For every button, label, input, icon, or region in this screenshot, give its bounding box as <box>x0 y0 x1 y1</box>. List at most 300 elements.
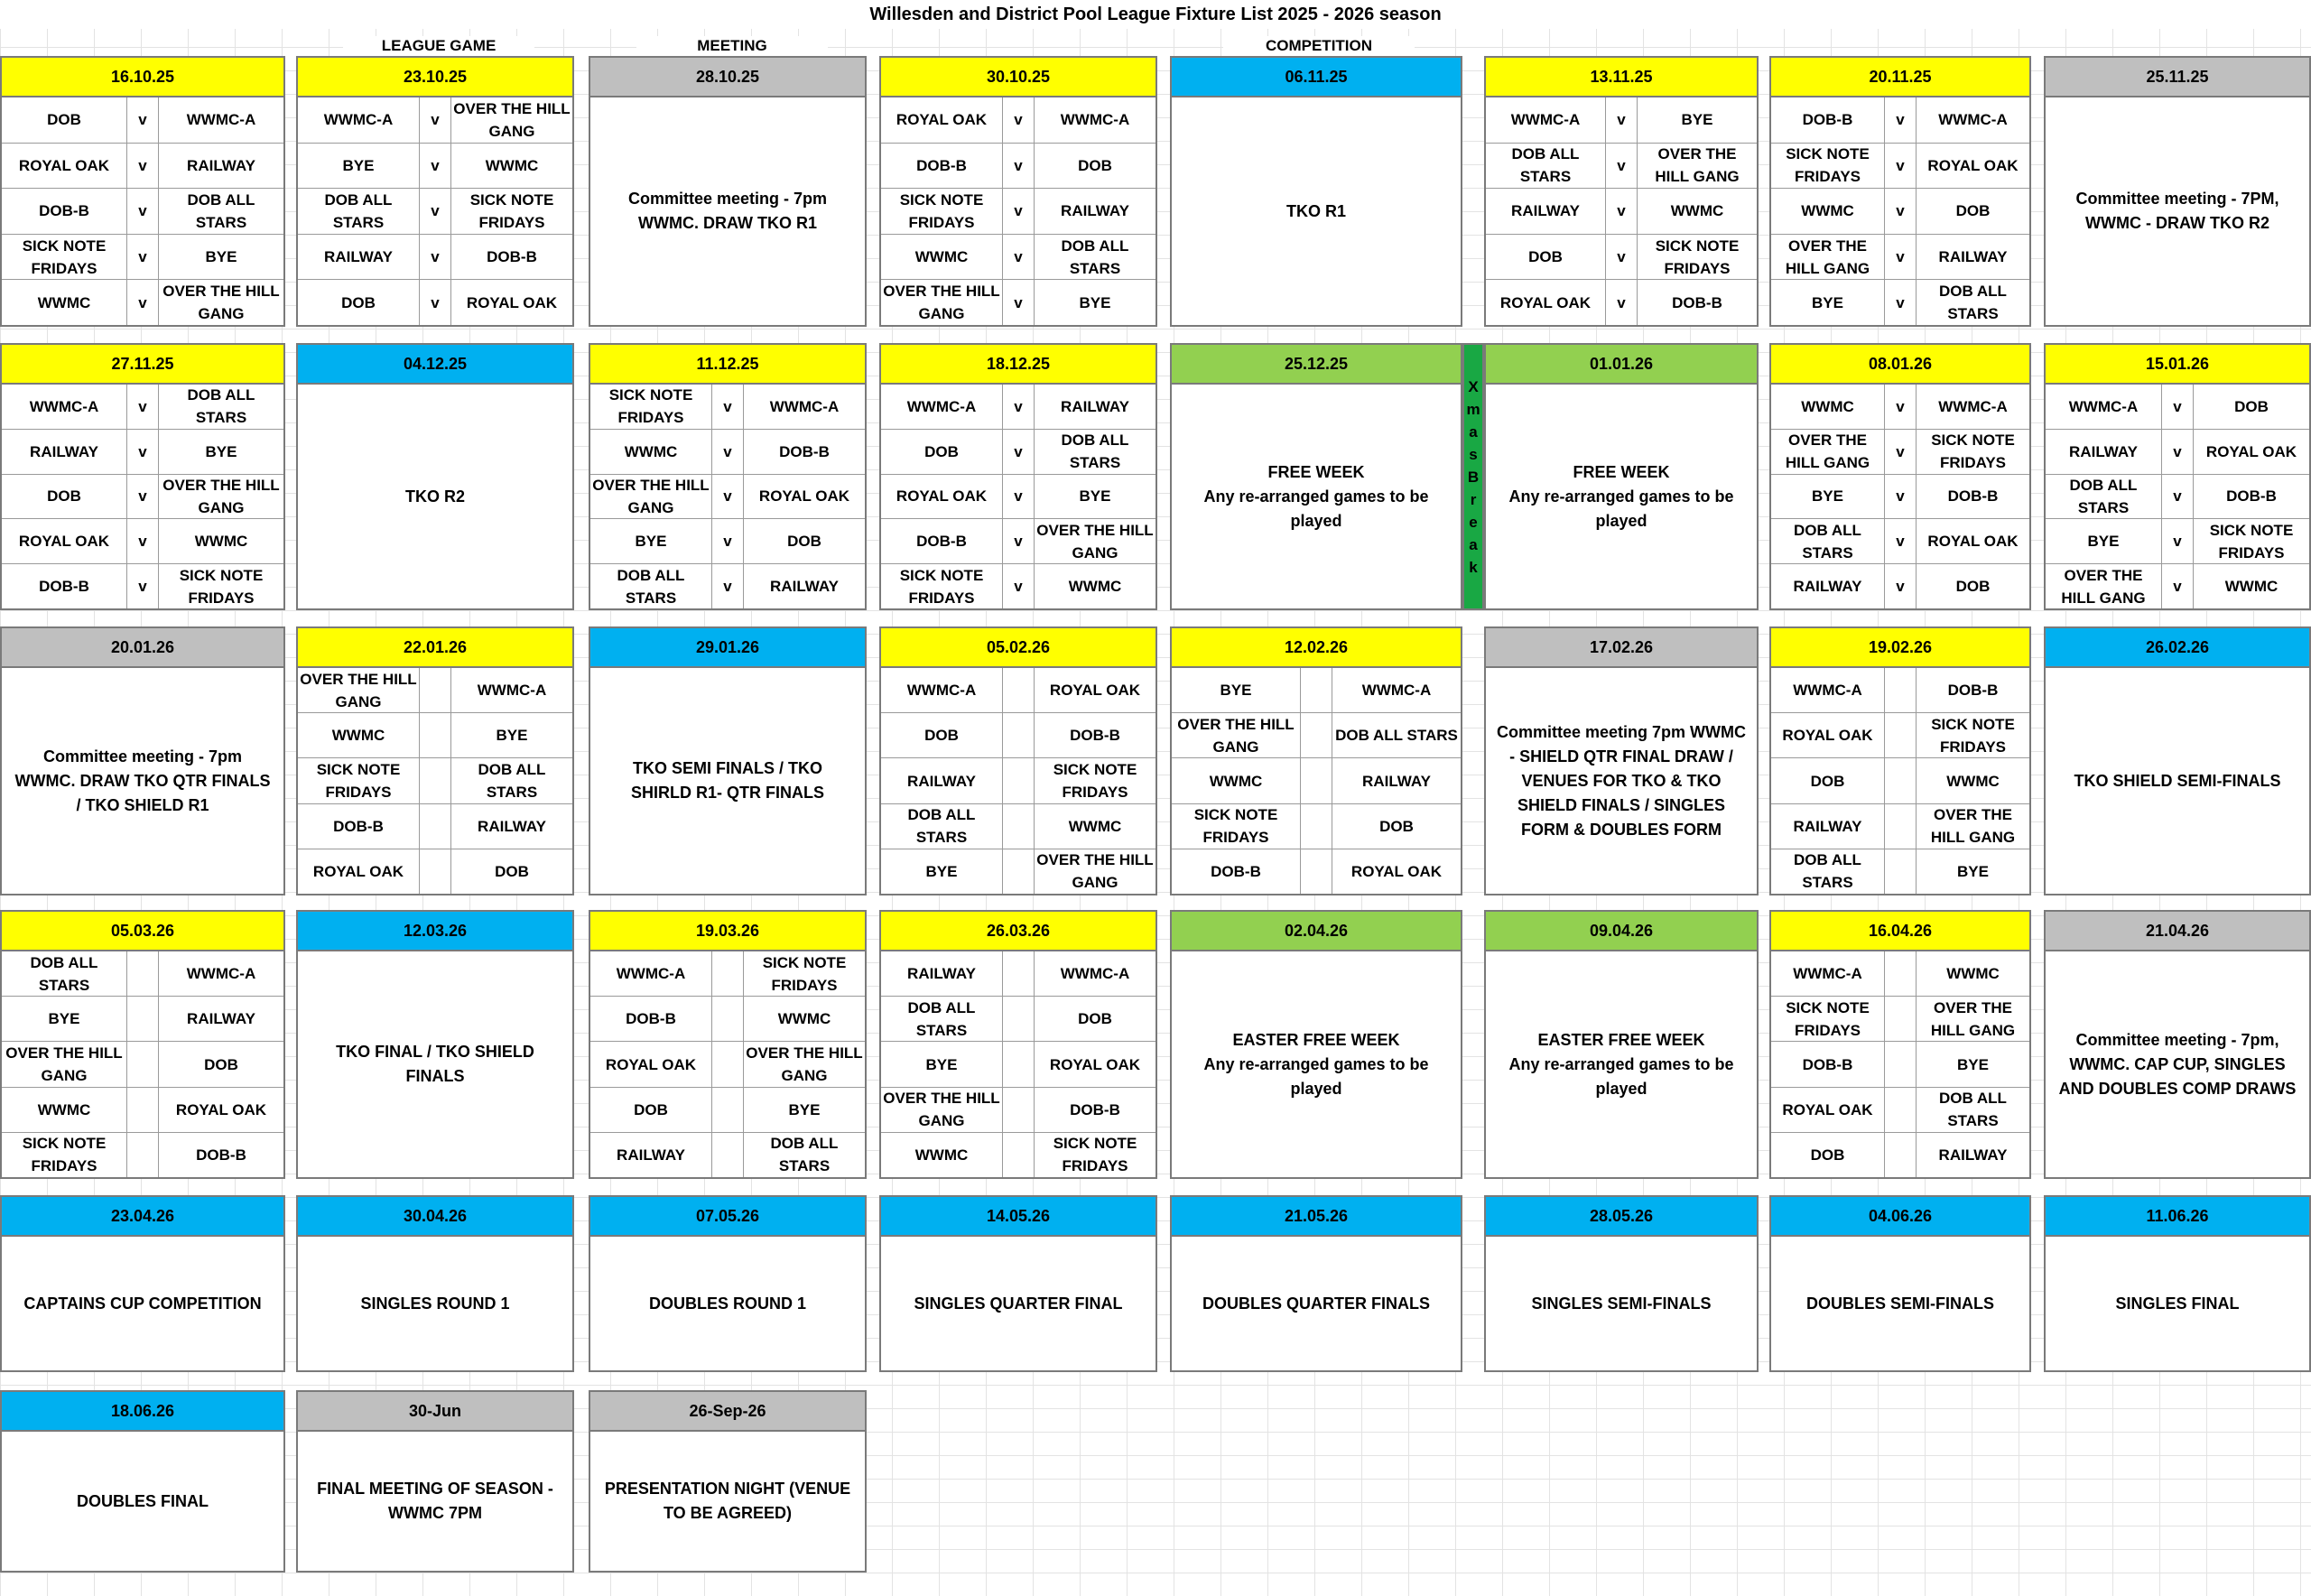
event-description: TKO FINAL / TKO SHIELD FINALS <box>336 1043 534 1085</box>
away-team: WWMC-A <box>769 397 840 415</box>
away-team: SICK NOTE FRIDAYS <box>1655 237 1740 277</box>
home-team: WWMC-A <box>1510 111 1581 129</box>
fixture-row <box>881 713 1156 758</box>
away-team: DOB ALL STARS <box>1335 727 1458 745</box>
home-team: WWMC-A <box>2068 397 2139 415</box>
away-team: BYE <box>1079 293 1111 311</box>
versus-separator <box>1002 1042 1035 1086</box>
away-team: DOB ALL STARS <box>770 1135 839 1175</box>
fixture-row <box>1771 189 2029 235</box>
date-header: 26.03.26 <box>881 912 1156 951</box>
fixture-row <box>1771 144 2029 190</box>
versus-separator <box>1002 951 1035 996</box>
fixture-list <box>881 951 1156 1177</box>
home-team: WWMC <box>1209 772 1263 790</box>
fixture-row <box>881 97 1156 144</box>
fixture-row <box>590 951 865 997</box>
fixture-list <box>590 385 865 608</box>
fixture-row <box>2046 385 2309 430</box>
event-description: SINGLES SEMI-FINALS <box>1531 1294 1712 1313</box>
home-team: WWMC <box>331 727 385 745</box>
away-team: BYE <box>1681 111 1713 129</box>
away-team: OVER THE HILL GANG <box>1036 851 1154 892</box>
away-team: BYE <box>496 727 528 745</box>
fixture-block <box>1769 910 2031 1179</box>
date-header: 30.04.26 <box>298 1197 572 1237</box>
fixture-block <box>1484 1195 1759 1372</box>
fixture-block <box>879 343 1157 610</box>
event-description: CAPTAINS CUP COMPETITION <box>23 1294 262 1313</box>
event-description: TKO SEMI FINALS / TKO SHIRLD R1- QTR FINALS <box>631 759 824 802</box>
versus-separator <box>1884 849 1917 894</box>
date-header: 01.01.26 <box>1486 345 1757 385</box>
away-team: WWMC <box>485 156 539 174</box>
fixture-block <box>2044 1195 2311 1372</box>
fixture-row <box>2 235 283 281</box>
home-team: ROYAL OAK <box>1499 293 1592 311</box>
away-team: SICK NOTE FRIDAYS <box>1053 1135 1137 1175</box>
fixture-list <box>881 385 1156 608</box>
versus-separator: v <box>1884 144 1917 189</box>
versus-separator: v <box>1002 385 1035 429</box>
home-team: SICK NOTE FRIDAYS <box>1786 998 1870 1039</box>
home-team: DOB <box>47 487 81 506</box>
away-team: DOB-B <box>1947 487 1999 506</box>
fixture-row <box>2 1042 283 1087</box>
home-team: OVER THE HILL GANG <box>1785 431 1870 472</box>
away-team: BYE <box>1079 487 1111 506</box>
versus-separator: v <box>126 97 159 143</box>
date-header: 26.02.26 <box>2046 628 2309 668</box>
fixture-row <box>881 1042 1156 1087</box>
home-team: WWMC-A <box>323 111 394 129</box>
away-team: DOB-B <box>1672 293 1722 311</box>
fixture-row <box>298 144 572 190</box>
versus-separator: v <box>126 144 159 189</box>
fixture-block <box>879 626 1157 895</box>
date-header: 11.12.25 <box>590 345 865 385</box>
home-team: DOB ALL STARS <box>324 190 393 231</box>
fixture-list <box>590 951 865 1177</box>
date-header: 05.03.26 <box>2 912 283 951</box>
versus-separator <box>419 849 451 894</box>
away-team: RAILWAY <box>1362 772 1431 790</box>
fixture-row <box>1771 713 2029 758</box>
fixture-row <box>298 235 572 281</box>
away-team: SICK NOTE FRIDAYS <box>179 566 264 607</box>
versus-separator <box>419 758 451 803</box>
home-team: ROYAL OAK <box>18 156 110 174</box>
away-team: BYE <box>205 248 237 266</box>
versus-separator <box>1884 1133 1917 1177</box>
fixture-list <box>1172 668 1461 894</box>
xmas-break-bar <box>1462 343 1484 610</box>
fixture-row <box>1771 951 2029 997</box>
fixture-block <box>1769 343 2031 610</box>
date-header: 11.06.26 <box>2046 1197 2309 1237</box>
fixture-block <box>1484 626 1759 895</box>
fixture-row <box>881 144 1156 190</box>
versus-separator <box>711 1133 744 1177</box>
date-header: 17.02.26 <box>1486 628 1757 668</box>
fixture-row <box>2 1088 283 1133</box>
home-team: DOB ALL STARS <box>1511 145 1580 186</box>
versus-separator: v <box>126 564 159 608</box>
away-team: ROYAL OAK <box>1049 682 1141 700</box>
fixture-row <box>1771 475 2029 520</box>
date-header: 12.03.26 <box>298 912 572 951</box>
event-description: Committee meeting - 7pm WWMC. DRAW TKO R1 <box>627 190 828 232</box>
fixture-row <box>590 519 865 564</box>
home-team: RAILWAY <box>324 248 393 266</box>
home-team: OVER THE HILL GANG <box>592 477 710 516</box>
away-team: DOB ALL STARS <box>1061 237 1129 277</box>
away-team: BYE <box>1957 1055 1989 1073</box>
home-team: DOB <box>1528 248 1563 266</box>
home-team: WWMC <box>1801 202 1854 220</box>
home-team: ROYAL OAK <box>896 487 988 506</box>
away-team: DOB <box>1955 578 1991 596</box>
versus-separator <box>1884 668 1917 712</box>
away-team: DOB ALL STARS <box>187 386 255 427</box>
versus-separator: v <box>126 430 159 474</box>
away-team: ROYAL OAK <box>1350 862 1443 880</box>
event-description: Committee meeting 7pm WWMC - SHIELD QTR FINAL DRAW / VENUES FOR TKO & TKO SHIELD FINALS / SINGLES FORM & DOUBLES FORM <box>1497 722 1747 839</box>
versus-separator: v <box>1605 97 1638 143</box>
home-team: DOB ALL STARS <box>30 953 98 994</box>
versus-separator <box>1002 1088 1035 1132</box>
fixture-row <box>1771 280 2029 325</box>
fixture-block <box>296 910 574 1179</box>
versus-separator <box>1002 997 1035 1041</box>
versus-separator <box>126 1042 159 1086</box>
home-team: SICK NOTE FRIDAYS <box>899 190 984 231</box>
versus-separator: v <box>126 519 159 563</box>
home-team: DOB-B <box>916 533 967 551</box>
fixture-row <box>881 475 1156 520</box>
versus-separator: v <box>1002 144 1035 189</box>
home-team: DOB <box>341 293 376 311</box>
versus-separator <box>1884 758 1917 803</box>
versus-separator: v <box>711 564 744 608</box>
fixture-list <box>1771 951 2029 1177</box>
fixture-row <box>2 564 283 608</box>
date-header: 28.05.26 <box>1486 1197 1757 1237</box>
home-team: ROYAL OAK <box>1782 727 1873 745</box>
fixture-block <box>2044 626 2311 895</box>
versus-separator: v <box>711 519 744 563</box>
fixture-block <box>0 56 285 327</box>
fixture-row <box>881 668 1156 713</box>
away-team: SICK NOTE FRIDAYS <box>2209 521 2294 561</box>
fixture-block <box>879 56 1157 327</box>
versus-separator: v <box>126 189 159 234</box>
fixture-row <box>881 849 1156 894</box>
date-header: 21.04.26 <box>2046 912 2309 951</box>
date-header: 06.11.25 <box>1172 58 1461 97</box>
versus-separator <box>419 668 451 712</box>
event-description: DOUBLES SEMI-FINALS <box>1805 1294 1994 1313</box>
away-team: RAILWAY <box>770 578 839 596</box>
date-header: 09.04.26 <box>1486 912 1757 951</box>
away-team: RAILWAY <box>1061 397 1129 415</box>
versus-separator: v <box>419 97 451 143</box>
fixture-row <box>1486 235 1757 281</box>
home-team: WWMC <box>624 442 678 460</box>
date-header: 20.11.25 <box>1771 58 2029 97</box>
event-description: EASTER FREE WEEK Any re-arranged games to be played <box>1203 1030 1429 1098</box>
fixture-row <box>590 1133 865 1177</box>
versus-separator: v <box>419 280 451 325</box>
fixture-row <box>2 144 283 190</box>
home-team: DOB-B <box>333 817 384 835</box>
event-description: TKO R2 <box>404 487 465 506</box>
versus-separator <box>1300 758 1332 803</box>
event-description: SINGLES QUARTER FINAL <box>914 1294 1123 1313</box>
home-team: RAILWAY <box>907 965 976 983</box>
versus-separator: v <box>1002 564 1035 608</box>
versus-separator <box>1002 849 1035 894</box>
fixture-list <box>1771 97 2029 325</box>
fixture-block <box>589 56 867 327</box>
fixture-row <box>1771 849 2029 894</box>
versus-separator <box>711 1088 744 1132</box>
versus-separator: v <box>1002 475 1035 519</box>
home-team: DOB-B <box>39 202 89 220</box>
away-team: WWMC-A <box>1060 111 1130 129</box>
date-header: 26-Sep-26 <box>590 1392 865 1432</box>
versus-separator: v <box>1605 235 1638 280</box>
fixture-row <box>298 849 572 894</box>
date-header: 08.01.26 <box>1771 345 2029 385</box>
fixture-row <box>881 804 1156 849</box>
home-team: BYE <box>925 862 958 880</box>
home-team: OVER THE HILL GANG <box>1177 715 1295 756</box>
fixture-row <box>881 385 1156 430</box>
versus-separator <box>711 951 744 996</box>
fixture-row <box>1771 519 2029 564</box>
date-header: 21.05.26 <box>1172 1197 1461 1237</box>
fixture-row <box>881 758 1156 803</box>
event-description: Committee meeting - 7PM, WWMC - DRAW TKO R2 <box>2075 190 2279 232</box>
away-team: WWMC <box>1068 817 1122 835</box>
away-team: SICK NOTE FRIDAYS <box>1931 715 2015 756</box>
event-description: TKO R1 <box>1285 201 1346 220</box>
fixture-block <box>296 626 574 895</box>
fixture-list <box>881 97 1156 325</box>
fixture-row <box>881 235 1156 281</box>
home-team: RAILWAY <box>1793 817 1862 835</box>
date-header: 30-Jun <box>298 1392 572 1432</box>
home-team: WWMC <box>1801 397 1854 415</box>
fixture-block <box>1484 910 1759 1179</box>
versus-separator <box>1002 1133 1035 1177</box>
away-team: WWMC <box>194 533 248 551</box>
versus-separator: v <box>419 144 451 189</box>
away-team: RAILWAY <box>1938 1146 2008 1164</box>
fixture-row <box>298 189 572 235</box>
fixture-list <box>1771 385 2029 608</box>
fixture-row <box>1486 280 1757 325</box>
fixture-row <box>590 1088 865 1133</box>
page-title: Willesden and District Pool League Fixture List 2025 - 2026 season <box>0 0 2311 29</box>
away-team: OVER THE HILL GANG <box>162 283 280 323</box>
home-team: RAILWAY <box>2069 442 2138 460</box>
away-team: DOB ALL STARS <box>478 761 546 802</box>
home-team: RAILWAY <box>1511 202 1580 220</box>
away-team: DOB <box>1379 817 1414 835</box>
fixture-block <box>589 626 867 895</box>
fixture-block <box>1769 626 2031 895</box>
versus-separator: v <box>711 385 744 429</box>
home-team: DOB <box>924 442 959 460</box>
versus-separator <box>711 997 744 1041</box>
fixture-list <box>1771 668 2029 894</box>
versus-separator <box>1884 804 1917 849</box>
fixture-list <box>2046 385 2309 608</box>
xmas-break-letter: a <box>1469 535 1478 553</box>
home-team: WWMC-A <box>1793 965 1862 983</box>
versus-separator: v <box>126 385 159 429</box>
xmas-break-letter: X <box>1468 377 1479 395</box>
away-team: WWMC <box>1946 965 2000 983</box>
fixture-row <box>1771 235 2029 281</box>
fixture-row <box>2 1133 283 1177</box>
home-team: DOB-B <box>1802 111 1853 129</box>
event-description: TKO SHIELD SEMI-FINALS <box>2074 771 2281 790</box>
event-description: Committee meeting - 7pm, WWMC. CAP CUP, SINGLES AND DOUBLES COMP DRAWS <box>2058 1030 2297 1098</box>
fixture-row <box>1172 804 1461 849</box>
away-team: DOB ALL STARS <box>1939 283 2007 323</box>
xmas-break-letter: r <box>1470 490 1477 508</box>
date-header: 23.04.26 <box>2 1197 283 1237</box>
home-team: SICK NOTE FRIDAYS <box>1786 145 1870 186</box>
event-description: Committee meeting - 7pm WWMC. DRAW TKO QTR FINALS / TKO SHIELD R1 <box>14 747 271 814</box>
home-team: WWMC <box>37 293 91 311</box>
fixture-row <box>2 280 283 325</box>
versus-separator <box>1300 804 1332 849</box>
away-team: DOB-B <box>196 1146 246 1164</box>
fixture-row <box>1172 758 1461 803</box>
versus-separator: v <box>419 235 451 280</box>
home-team: BYE <box>925 1055 958 1073</box>
versus-separator: v <box>1884 97 1917 143</box>
home-team: WWMC-A <box>616 965 686 983</box>
away-team: SICK NOTE FRIDAYS <box>1931 431 2015 472</box>
away-team: WWMC-A <box>477 682 547 700</box>
versus-separator: v <box>1884 519 1917 563</box>
versus-separator <box>126 951 159 996</box>
fixture-row <box>2 519 283 564</box>
home-team: DOB-B <box>916 156 967 174</box>
date-header: 18.12.25 <box>881 345 1156 385</box>
home-team: DOB-B <box>626 1010 676 1028</box>
event-description: FREE WEEK Any re-arranged games to be played <box>1203 462 1429 530</box>
versus-separator: v <box>1884 280 1917 325</box>
away-team: DOB ALL STARS <box>1061 431 1129 472</box>
versus-separator: v <box>126 475 159 519</box>
home-team: WWMC <box>37 1100 91 1118</box>
away-team: WWMC <box>1670 202 1724 220</box>
xmas-break-letter: s <box>1469 445 1478 463</box>
date-header: 18.06.26 <box>2 1392 283 1432</box>
away-team: ROYAL OAK <box>175 1100 267 1118</box>
fixture-block <box>0 626 285 895</box>
fixture-block <box>1170 343 1462 610</box>
fixture-row <box>881 189 1156 235</box>
fixture-row <box>881 519 1156 564</box>
away-team: DOB ALL STARS <box>1939 1090 2007 1130</box>
versus-separator <box>1884 1088 1917 1132</box>
fixture-block <box>589 1390 867 1573</box>
legend-meeting: MEETING <box>636 36 828 56</box>
event-description: DOUBLES ROUND 1 <box>648 1294 806 1313</box>
fixture-block <box>589 910 867 1179</box>
home-team: RAILWAY <box>1793 578 1862 596</box>
fixture-block <box>2044 56 2311 327</box>
versus-separator: v <box>1605 280 1638 325</box>
versus-separator <box>1300 849 1332 894</box>
away-team: SICK NOTE FRIDAYS <box>1053 761 1137 802</box>
home-team: OVER THE HILL GANG <box>300 670 417 710</box>
fixture-row <box>298 804 572 849</box>
fixture-block <box>296 1390 574 1573</box>
date-header: 28.10.25 <box>590 58 865 97</box>
date-header: 04.12.25 <box>298 345 572 385</box>
away-team: ROYAL OAK <box>2205 442 2297 460</box>
away-team: ROYAL OAK <box>758 487 850 506</box>
versus-separator: v <box>1002 280 1035 325</box>
home-team: ROYAL OAK <box>18 533 110 551</box>
away-team: SICK NOTE FRIDAYS <box>469 190 554 231</box>
away-team: OVER THE HILL GANG <box>1655 145 1740 186</box>
fixture-row <box>881 951 1156 997</box>
date-header: 25.11.25 <box>2046 58 2309 97</box>
home-team: ROYAL OAK <box>605 1055 697 1073</box>
fixture-row <box>1486 144 1757 190</box>
home-team: DOB <box>1810 772 1845 790</box>
home-team: SICK NOTE FRIDAYS <box>22 237 107 277</box>
versus-separator: v <box>1605 189 1638 234</box>
date-header: 29.01.26 <box>590 628 865 668</box>
event-description: FREE WEEK Any re-arranged games to be played <box>1508 462 1734 530</box>
away-team: RAILWAY <box>187 156 255 174</box>
fixture-row <box>2 951 283 997</box>
fixture-row <box>2 385 283 430</box>
xmas-break-letter: m <box>1466 400 1480 418</box>
date-header: 30.10.25 <box>881 58 1156 97</box>
away-team: DOB <box>495 862 529 880</box>
date-header: 19.03.26 <box>590 912 865 951</box>
fixture-block <box>1170 1195 1462 1372</box>
date-header: 20.01.26 <box>2 628 283 668</box>
date-header: 27.11.25 <box>2 345 283 385</box>
versus-separator: v <box>2161 519 2194 563</box>
fixture-block <box>1769 56 2031 327</box>
date-header: 16.04.26 <box>1771 912 2029 951</box>
away-team: WWMC-A <box>1361 682 1432 700</box>
versus-separator <box>1300 668 1332 712</box>
event-description: FINAL MEETING OF SEASON - WWMC 7PM <box>317 1480 553 1522</box>
fixture-row <box>1771 804 2029 849</box>
fixture-list <box>1486 97 1757 325</box>
fixture-row <box>590 564 865 608</box>
fixture-block <box>0 1390 285 1573</box>
away-team: DOB <box>1955 202 1991 220</box>
away-team: ROYAL OAK <box>466 293 558 311</box>
home-team: DOB <box>634 1100 668 1118</box>
fixture-block <box>296 56 574 327</box>
